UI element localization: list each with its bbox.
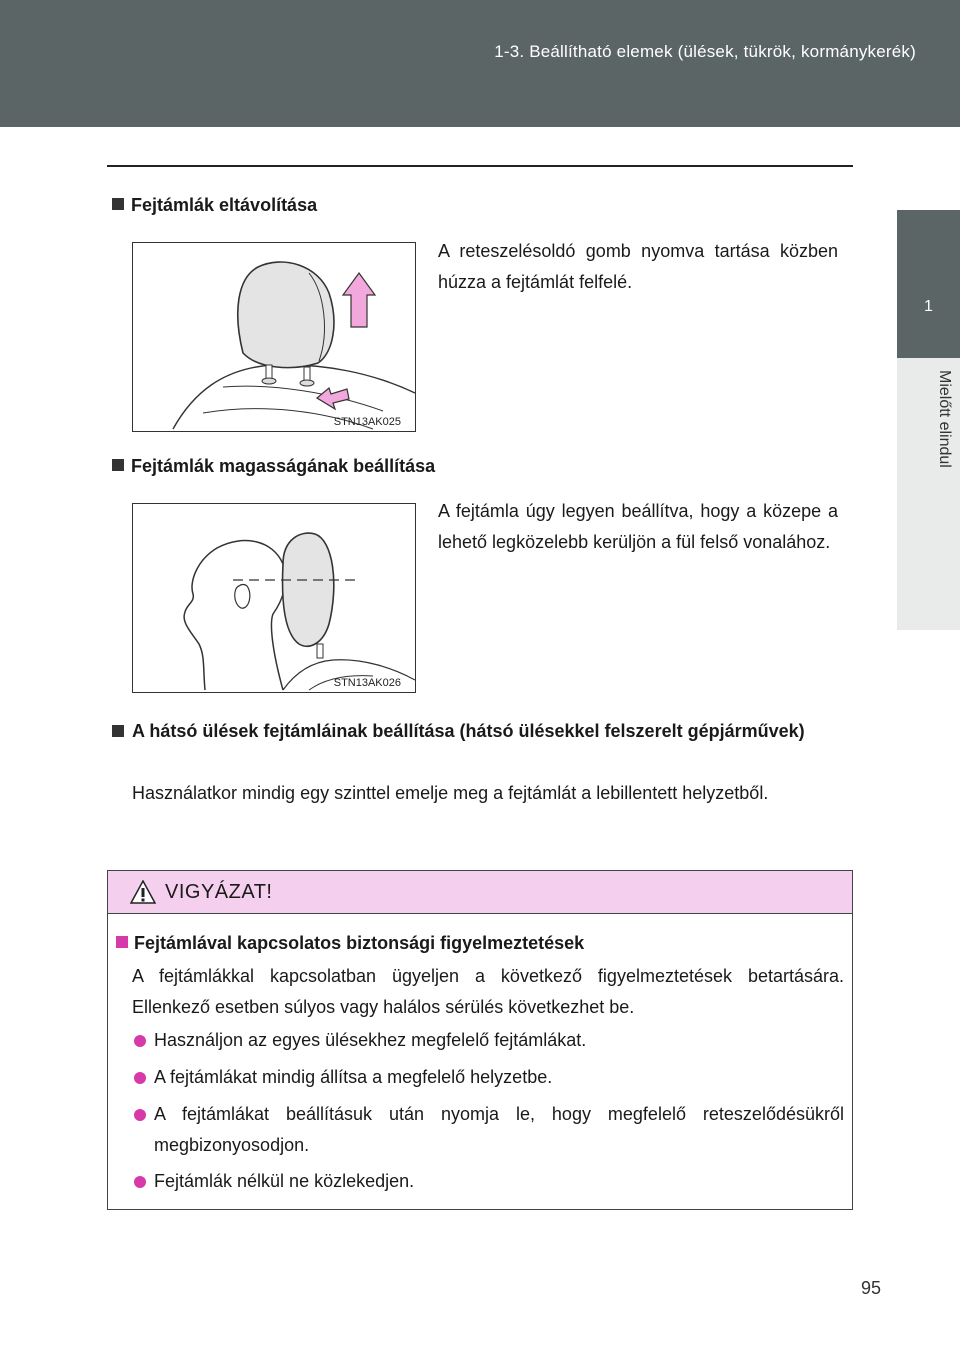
warning-triangle-icon [130,880,156,904]
bullet-dot-icon [134,1109,146,1121]
square-bullet-icon [116,936,128,948]
caution-bullet [132,1062,844,1093]
bullet-dot-icon [134,1072,146,1084]
section-heading-text: Fejtámlák magasságának beállítása [131,456,436,476]
figure-code: STN13AK026 [333,677,401,689]
caution-header [108,871,852,914]
caution-bullet-text: A fejtámlákat mindig állítsa a megfelelő helyzetbe. [154,1067,553,1087]
height-caption: A fejtámla úgy legyen beállítva, hogy a közepe a lehető legközelebb kerüljön a fül felső vonalához. [438,501,838,552]
figure-code: STN13AK025 [333,416,401,428]
square-bullet-icon [112,459,124,471]
section-heading-remove [112,195,317,216]
headrest-height-figure [132,503,416,693]
headrest-removal-figure [132,242,416,432]
bullet-dot-icon [134,1176,146,1188]
caution-bullet-text: Fejtámlák nélkül ne közlekedjen. [154,1171,415,1191]
chapter-label-tab [897,358,960,630]
rear-headrest-text: Használatkor mindig egy szinttel emelje meg a fejtámlát a lebillentett helyzetből. [132,783,769,803]
caution-heading [116,933,584,954]
caution-bullet [132,1166,844,1197]
caution-title: VIGYÁZAT! [165,881,273,903]
square-bullet-icon [112,198,124,210]
caution-heading-text: Fejtámlával kapcsolatos biztonsági figyelmeztetések [134,933,585,953]
section-title: 1-3. Beállítható elemek (ülések, tükrök, kormánykerék) [494,42,916,61]
square-bullet-icon [112,725,124,737]
caution-bullet [132,1025,844,1056]
chapter-tab [897,210,960,358]
chapter-label: Mielőtt elindul [936,370,953,468]
top-rule [107,165,853,167]
removal-caption: A reteszelésoldó gomb nyomva tartása közben húzza a fejtámlát felfelé. [438,241,838,292]
section-heading-text: Fejtámlák eltávolítása [131,195,318,215]
bullet-dot-icon [134,1035,146,1047]
section-heading-rear [112,716,824,746]
caution-box [107,870,853,1210]
caution-bullet-text: Használjon az egyes ülésekhez megfelelő fejtámlákat. [154,1030,587,1050]
section-heading-height [112,456,435,477]
caution-bullet-text: A fejtámlákat beállításuk után nyomja le, hogy megfelelő reteszelődésükről megbizonyosodjon. [154,1104,844,1155]
section-heading-text: A hátsó ülések fejtámláinak beállítása (hátsó ülésekkel felszerelt gépjárművek) [132,721,805,741]
caution-bullet [132,1099,844,1161]
page-number: 95 [861,1278,882,1298]
chapter-number: 1 [924,298,933,315]
header-band [0,0,960,127]
caution-text: A fejtámlákkal kapcsolatban ügyeljen a következő figyelmeztetések betartására. Ellenkező esetben súlyos vagy halálos sérülés következhet be. [132,966,844,1017]
